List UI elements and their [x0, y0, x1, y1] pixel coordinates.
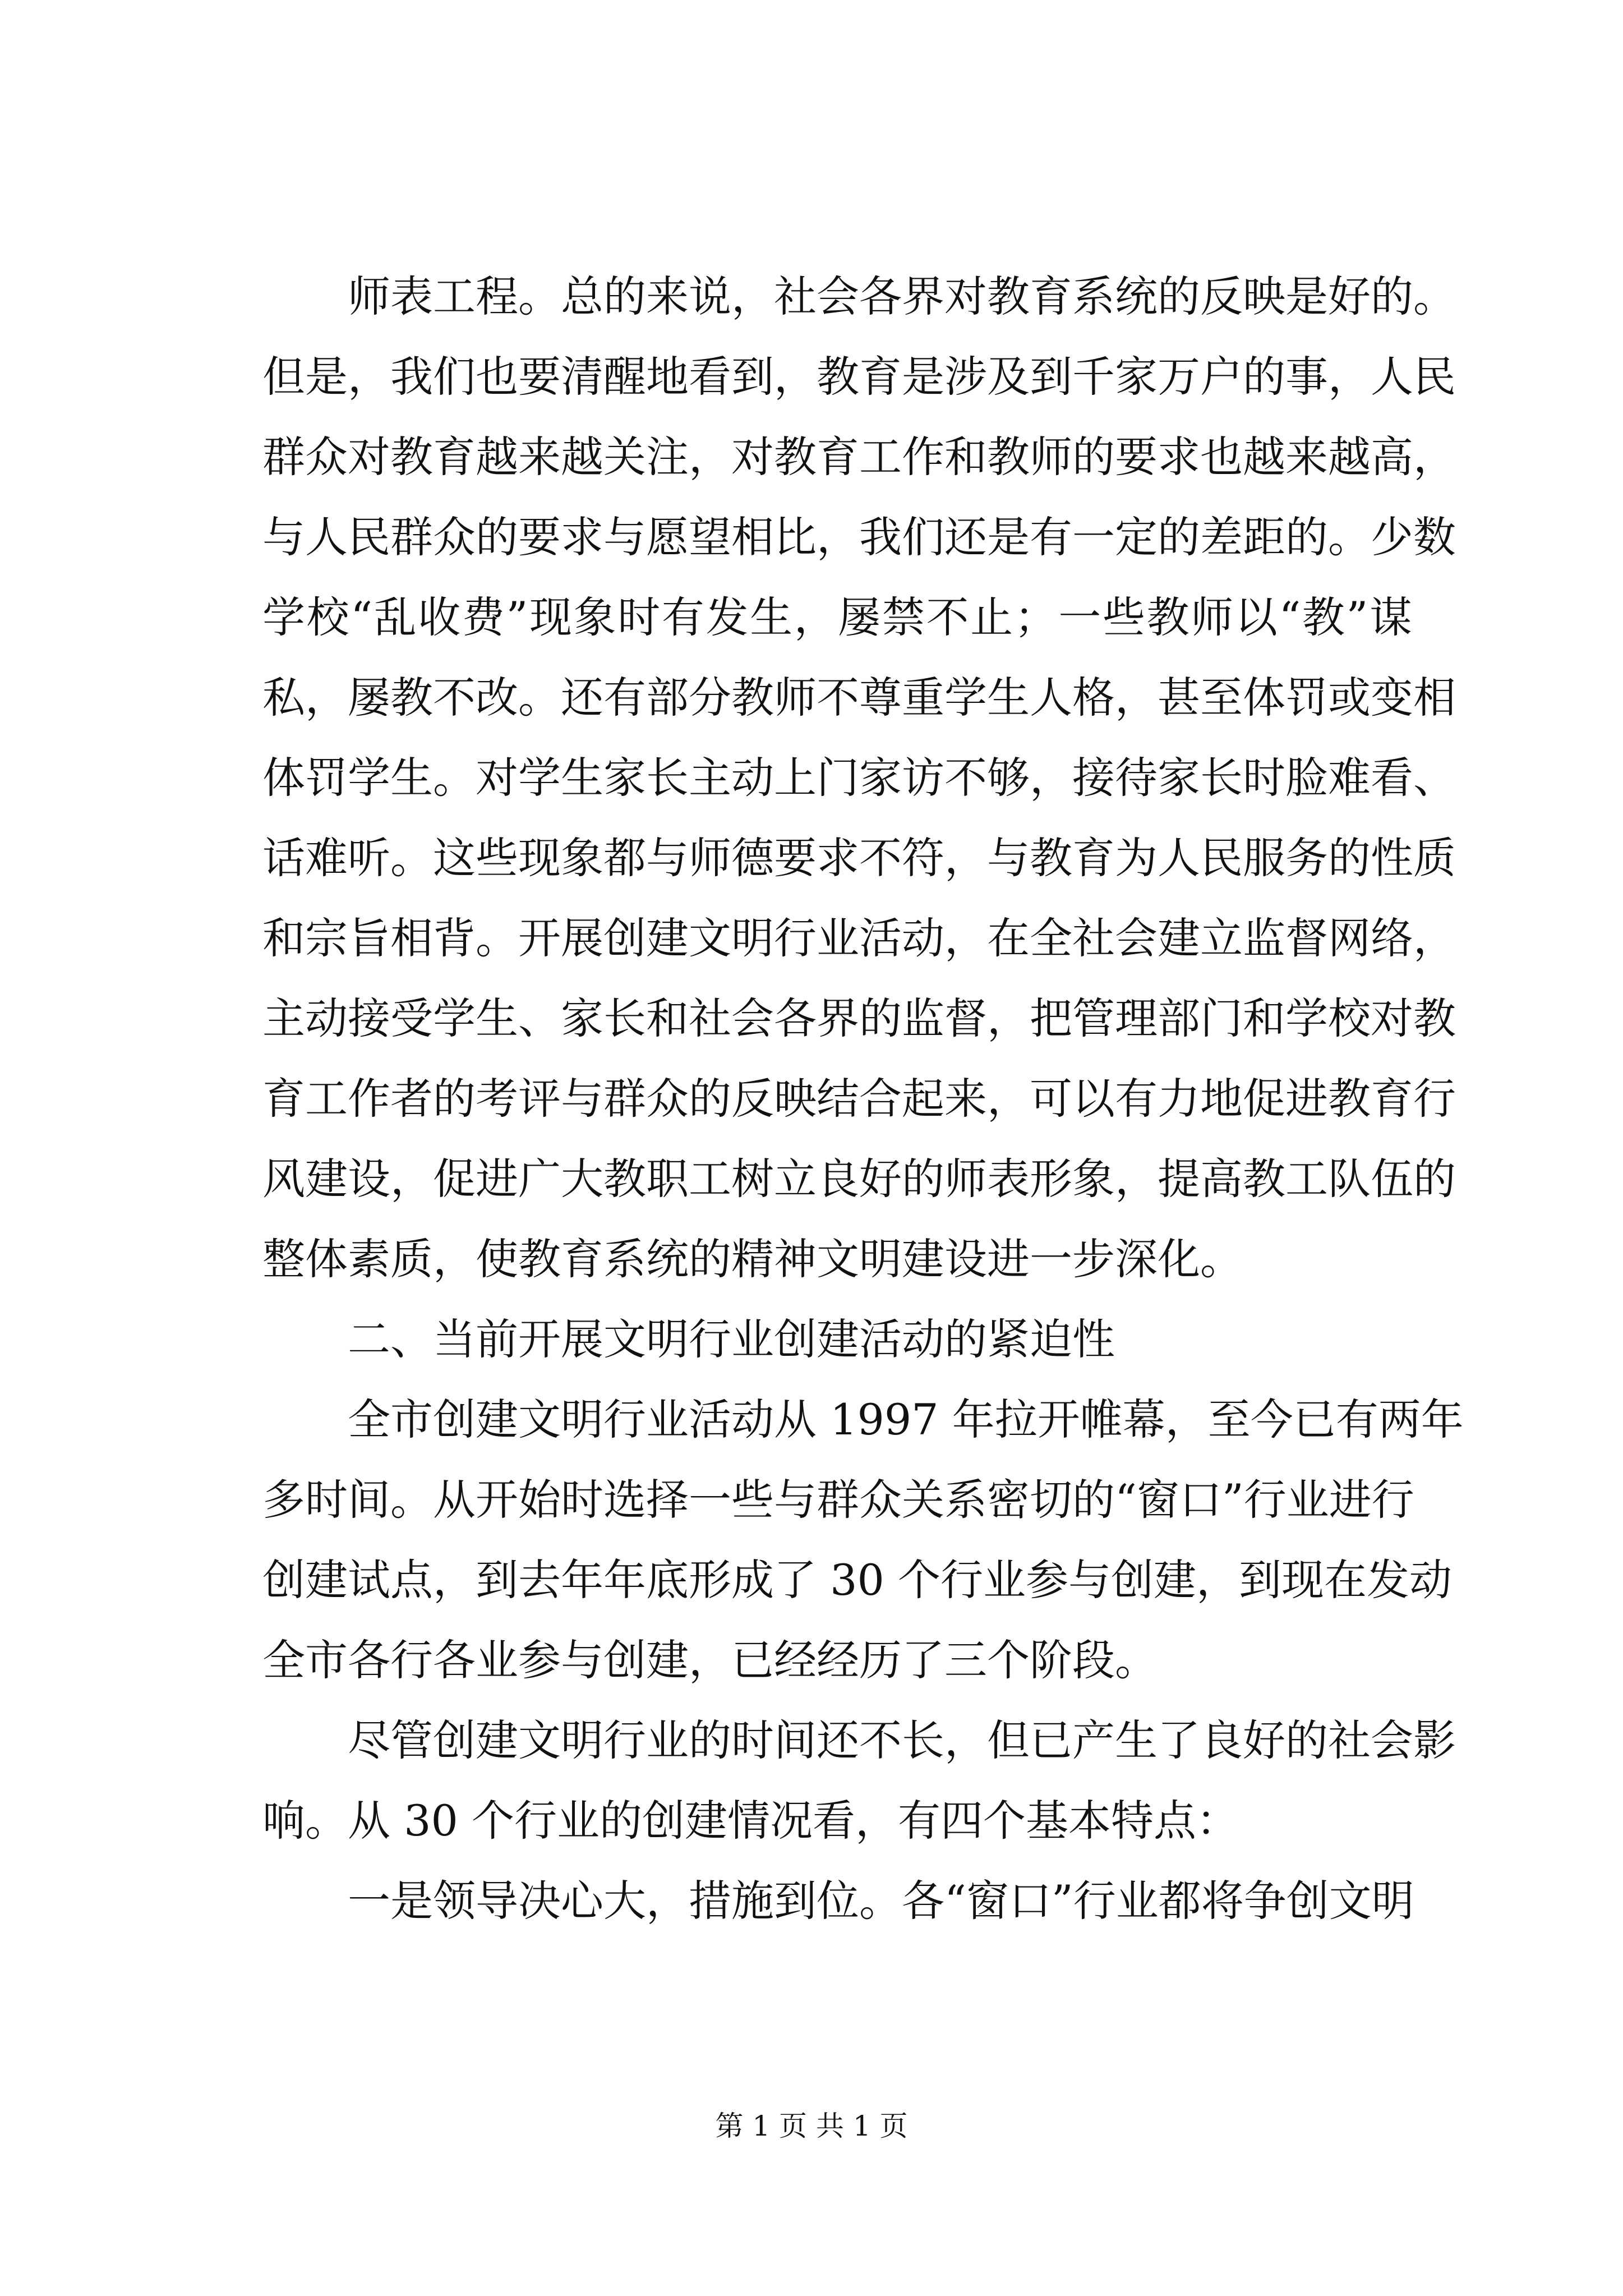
paragraph-line: 尽管创建文明行业的时间还不长，但已产生了良好的社会影 — [348, 1715, 1456, 1765]
paragraph-line: 创建试点，到去年年底形成了 30 个行业参与创建，到现在发动 — [262, 1555, 1453, 1605]
paragraph-line: 全市创建文明行业活动从 1997 年拉开帷幕，至今已有两年 — [348, 1395, 1464, 1444]
paragraph-line: 全市各行各业参与创建，已经经历了三个阶段。 — [262, 1635, 1158, 1685]
paragraph-line: 多时间。从开始时选择一些与群众关系密切的“窗口”行业进行 — [262, 1475, 1414, 1525]
page-footer: 第 1 页 共 1 页 — [715, 2110, 908, 2142]
paragraph-line: 私，屡教不改。还有部分教师不尊重学生人格，甚至体罚或变相 — [262, 673, 1456, 723]
paragraph-line: 主动接受学生、家长和社会各界的监督，把管理部门和学校对教 — [262, 993, 1456, 1043]
paragraph-line: 师表工程。总的来说，社会各界对教育系统的反映是好的。 — [348, 272, 1456, 321]
paragraph-line: 话难听。这些现象都与师德要求不符，与教育为人民服务的性质 — [262, 833, 1456, 883]
paragraph-line: 响。从 30 个行业的创建情况看，有四个基本特点： — [262, 1796, 1239, 1846]
paragraph-line: 群众对教育越来越关注，对教育工作和教师的要求也越来越高， — [262, 432, 1456, 482]
paragraph-line: 和宗旨相背。开展创建文明行业活动，在全社会建立监督网络， — [262, 913, 1456, 963]
paragraph-line: 但是，我们也要清醒地看到，教育是涉及到千家万户的事，人民 — [262, 352, 1456, 402]
paragraph-line: 体罚学生。对学生家长主动上门家访不够，接待家长时脸难看、 — [262, 753, 1456, 803]
paragraph-line: 学校“乱收费”现象时有发生，屡禁不止；一些教师以“教”谋 — [262, 592, 1412, 642]
paragraph-line: 育工作者的考评与群众的反映结合起来，可以有力地促进教育行 — [262, 1074, 1456, 1124]
paragraph-line: 与人民群众的要求与愿望相比，我们还是有一定的差距的。少数 — [262, 512, 1456, 562]
paragraph-line: 整体素质，使教育系统的精神文明建设进一步深化。 — [262, 1234, 1243, 1284]
paragraph-line: 一是领导决心大，措施到位。各“窗口”行业都将争创文明 — [348, 1876, 1414, 1926]
section-heading: 二、当前开展文明行业创建活动的紧迫性 — [348, 1314, 1115, 1364]
paragraph-line: 风建设，促进广大教职工树立良好的师表形象，提高教工队伍的 — [262, 1154, 1456, 1204]
